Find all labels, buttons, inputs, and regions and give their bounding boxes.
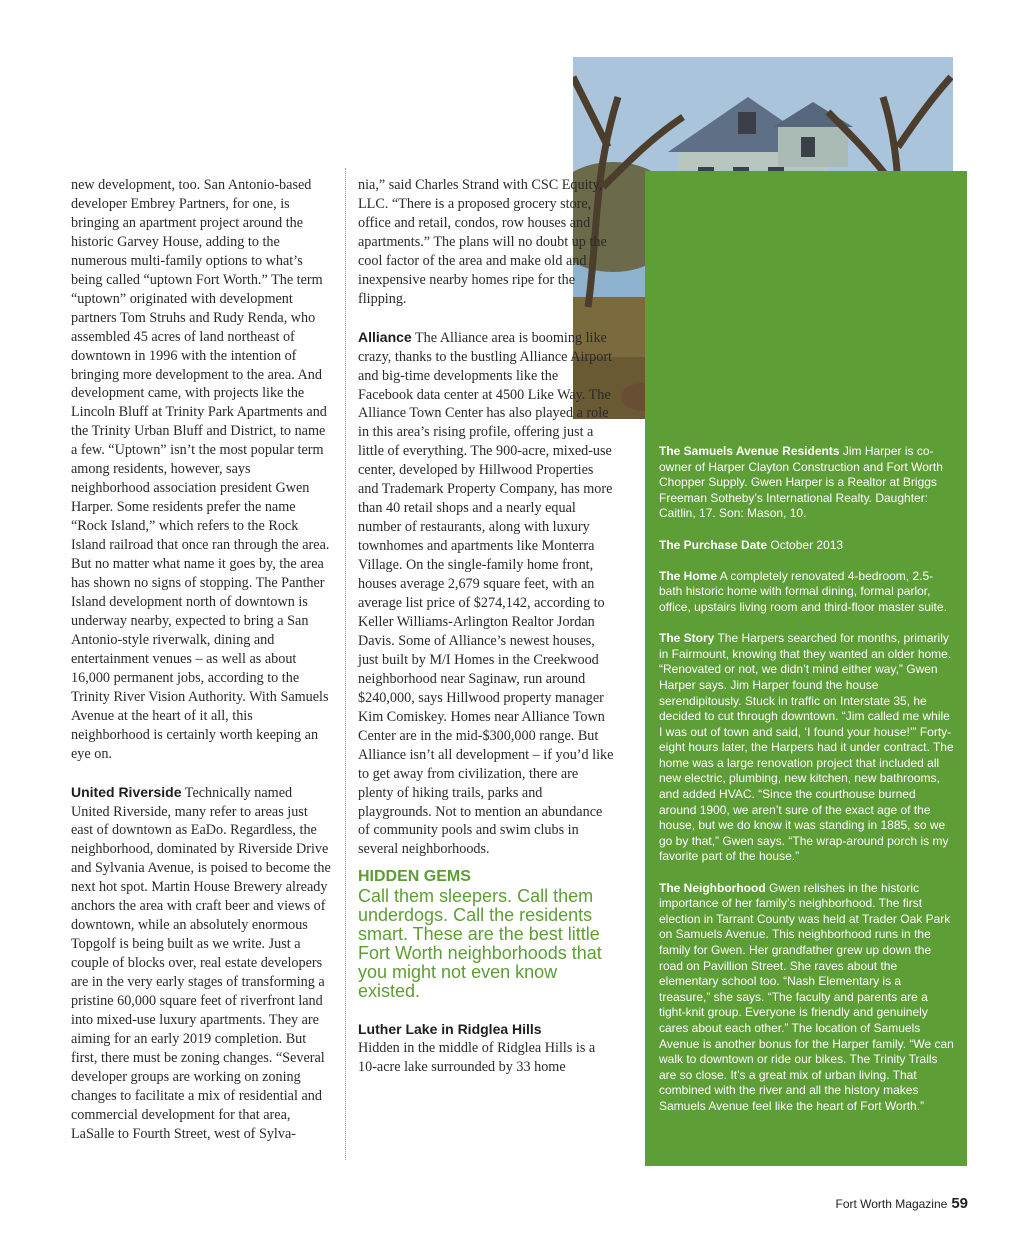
home-entry	[659, 569, 955, 616]
united-riverside-lead: United Riverside	[71, 783, 182, 800]
column-divider	[345, 168, 346, 1160]
alliance-lead: Alliance	[358, 328, 412, 345]
luther-lake-heading: Luther Lake in Ridglea Hills	[358, 1021, 542, 1038]
article-paragraph: nia,” said Charles Strand with CSC Equity, LLC. “There is a proposed grocery store, office and retail, condos, row houses and apartments.” The plans will no doubt up the cool factor of the area and make old and inexpensive nearby homes ripe for the flipping.	[358, 177, 607, 307]
united-riverside-body: Technically named United Riverside, many refer to areas just east of downtown as EaDo. Regardless, the neighborhood, dominated by Riverside Drive and Sylvania Avenue, is poised to become the next hot spot. Martin House Brewery already anchors the area with craft beer and views of downtown, while an absolutely enormous Topgolf is being built as we write. Just a couple of blocks over, real estate developers are in the very early stages of transforming a pristine 60,000 square feet of riverfront land into mixed-use luxury apartments. They are aiming for an early 2019 completion. But first, there must be zoning changes. “Several developer groups are working on zoning changes to facilitate a mix of residential and commercial development for that area, LaSalle to Fourth Street, west of Sylva-	[71, 784, 331, 1142]
article-column-2	[358, 176, 616, 1077]
hidden-gems-title: HIDDEN GEMS	[358, 868, 471, 886]
story-entry	[659, 631, 955, 865]
home-text: A completely renovated 4-bedroom, 2.5-bath historic home with formal dining, formal parlor, office, upstairs living room and third-floor master suite.	[659, 568, 947, 614]
hidden-gems-subtitle: Call them sleepers. Call them underdogs. Call the residents smart. These are the best little Fort Worth neighborhoods that you might not even know existed.	[358, 886, 602, 1002]
united-riverside-paragraph	[71, 783, 331, 1144]
story-text: The Harpers searched for months, primarily in Fairmount, knowing that they wanted an older home. “Renovated or not, we didn’t mind either way,” Gwen Harper says. Jim Harper found the house serendipitously. Stuck in traffic on Interstate 35, he decided to cut through downtown. “Jim called me while I was out of town and said, ‘I found your house!’” Forty-eight hours later, the Harpers had it under contract. The home was a large renovation project that included all new electric, plumbing, new kitchen, new bathrooms, and added HVAC. “Since the courthouse burned around 1900, we aren’t sure of the exact age of the house, but we do know it was standing in 1885, so we go by that,” Gwen says. “The wrap-around porch is my favorite part of the house.”	[659, 631, 954, 864]
home-label: The Home	[659, 568, 718, 583]
neighborhood-label: The Neighborhood	[659, 880, 766, 895]
article-column-1	[71, 176, 331, 1144]
residents-text: Jim Harper is co-owner of Harper Clayton Construction and Fort Worth Chopper Supply. Gwen Harper is a Realtor at Briggs Freeman Sotheby’s International Realty. Daughter: Caitlin, 17. Son: Mason, 10.	[659, 444, 943, 521]
residents-label: The Samuels Avenue Residents	[659, 444, 840, 458]
purchase-text: October 2013	[767, 537, 844, 552]
luther-lake-body: Hidden in the middle of Ridglea Hills is a 10-acre lake surrounded by 33 home	[358, 1040, 596, 1076]
residents-entry	[659, 444, 955, 522]
purchase-entry	[659, 538, 955, 554]
alliance-body: The Alliance area is booming like crazy, thanks to the bustling Alliance Airport and big-time developments like the Facebook data center at 4500 Like Way. The Alliance Town Center has also played a role in this area’s rising profile, offering just a little of everything. The 900-acre, mixed-use center, developed by Hillwood Properties and Trademark Property Company, has more than 40 retail shops and a nearly equal number of restaurants, along with luxury townhomes and apartments like Monterra Village. On the single-family home front, houses average 2,679 square feet, with an average list price of $274,142, according to Keller Williams-Arlington Realtor Jordan Davis. Some of Alliance’s newest houses, just built by M/I Homes in the Creekwood neighborhood near Saginaw, run around $240,000, says Hillwood property manager Kim Comiskey. Homes near Alliance Town Center are in the mid-$300,000 range. But Alliance isn’t all development – if you’d like to get away from civilization, there are plenty of hiking trails, parks and playgrounds. Not to mention an abundance of community pools and swim clubs in several neighborhoods.	[358, 329, 614, 858]
neighborhood-text: Gwen relishes in the historic importance of her family’s neighborhood. The first election in Tarrant County was held at Trader Oak Park on Samuels Avenue. This neighborhood runs in the family for Gwen. Her grandfather grew up down the road on Pavillion Street. She raves about the elementary school too. “Nash Elementary is a treasure,” she says. “The faculty and parents are a tight-knit group. Everyone is friendly and genuinely cares about each other.” The location of Samuels Avenue is another bonus for the Harper family. “We can walk to downtown or ride our bikes. The Trinity Trails are so close. It’s a great mix of urban living. That combined with the river and all the history makes Samuels Avenue feel like the heart of Fort Worth.”	[659, 880, 954, 1113]
neighborhood-entry	[659, 881, 955, 1115]
purchase-label: The Purchase Date	[659, 537, 768, 552]
article-paragraph: new development, too. San Antonio-based developer Embrey Partners, for one, is bringing an apartment project around the historic Garvey House, adding to the numerous multi-family options to what’s being called “uptown Fort Worth.” The term “uptown” originated with development partners Tom Struhs and Rudy Renda, who assembled 45 acres of land northeast of downtown in 1996 with the intention of bringing more development to the area. And development came, with projects like the Lincoln Bluff at Trinity Park Apartments and the Trinity Urban Bluff and District, to name a few. “Uptown” isn’t the most popular term among residents, however, says neighborhood association president Gwen Harper. Some residents prefer the name “Rock Island,” which refers to the Rock Island railroad that once ran through the area. But no matter what name it goes by, the area has shown no signs of stopping. The Panther Island development north of downtown is underway nearby, expected to bring a San Antonio-style riverwalk, dining and entertainment venues – as well as about 16,000 permanent jobs, according to the Trinity River Vision Authority. With Samuels Avenue at the heart of it all, this neighborhood is certainly worth keeping an eye on.	[71, 177, 330, 762]
story-label: The Story	[659, 631, 715, 646]
magazine-name: Fort Worth Magazine	[835, 1197, 948, 1211]
sidebar-text	[659, 444, 955, 1130]
page-number: 59	[951, 1195, 968, 1212]
page-footer	[835, 1195, 968, 1213]
alliance-paragraph	[358, 328, 616, 860]
